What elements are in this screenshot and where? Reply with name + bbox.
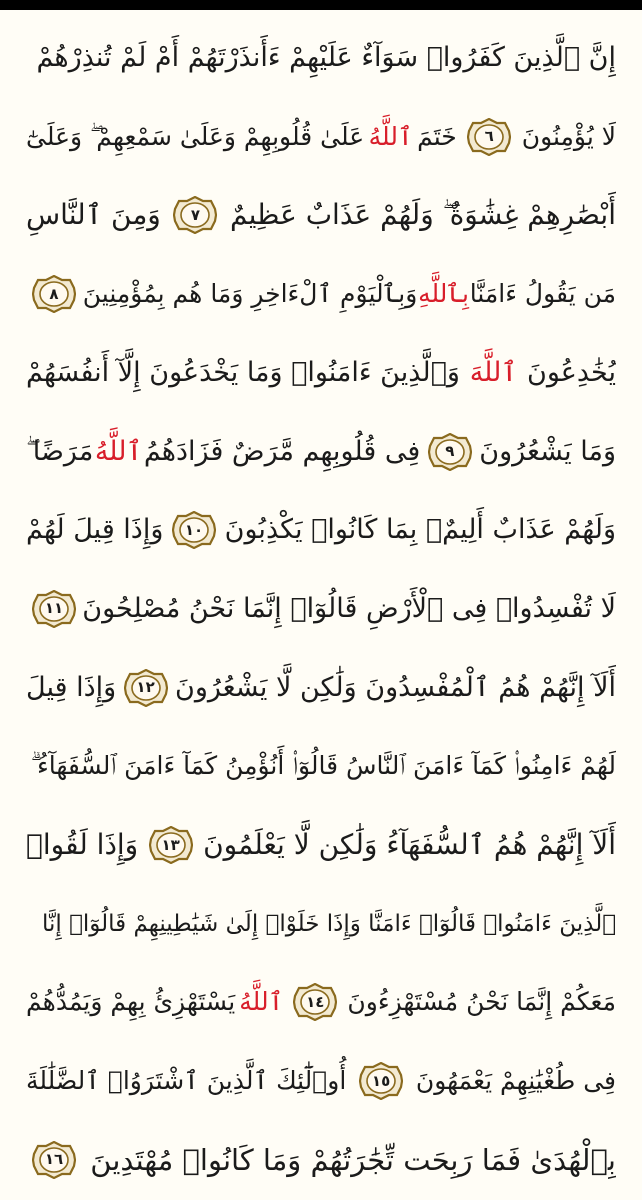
- ayah-end-marker: [359, 1062, 403, 1100]
- divine-name-text: ٱللَّهُ: [94, 435, 143, 467]
- verse-line: [26, 1047, 616, 1115]
- ayah-end-marker: [32, 275, 76, 313]
- ayah-end-marker: [149, 826, 193, 864]
- ayah-number: ١٢: [136, 678, 155, 697]
- verse-text: وَإِذَا قِيلَ لَهُمْ: [26, 514, 164, 546]
- verse-text: وَٱلَّذِينَ ءَامَنُوا۟ وَمَا يَخْدَعُونَ إِلَّآ أَنفُسَهُمْ: [26, 356, 460, 388]
- verse-text: ٱلَّذِينَ ءَامَنُوا۟ قَالُوٓا۟ ءَامَنَّا وَإِذَا خَلَوْا۟ إِلَىٰ شَيَٰطِينِهِمْ قَالُوٓا۟ إِنَّا: [41, 910, 616, 937]
- ayah-number: ٧: [190, 205, 201, 224]
- divine-name-text: ٱللَّهُ: [239, 987, 284, 1017]
- mushaf-page: [0, 10, 642, 1200]
- verse-line: [26, 732, 616, 800]
- ayah-end-marker: [32, 590, 76, 628]
- divine-name-text: بِٱللَّهِ: [418, 279, 469, 309]
- verse-text: وَإِذَا لَقُوا۟: [26, 828, 139, 862]
- ayah-number: ١٤: [306, 992, 325, 1011]
- verse-lines: [26, 24, 616, 1194]
- ayah-number: ١٣: [161, 835, 180, 854]
- verse-line: [26, 1126, 616, 1194]
- ayah-end-marker: [124, 669, 168, 707]
- ayah-number: ١١: [44, 599, 64, 618]
- ayah-number: ١٠: [184, 520, 204, 539]
- verse-text: لَهُمْ ءَامِنُوا۟ كَمَآ ءَامَنَ ٱلنَّاسُ قَالُوٓا۟ أَنُؤْمِنُ كَمَآ ءَامَنَ ٱلسُّفَهَآءُ ۗ: [30, 751, 616, 781]
- ayah-end-marker: [32, 1141, 76, 1179]
- verse-text: أَلَآ إِنَّهُمْ هُمُ ٱلسُّفَهَآءُ وَلَٰكِن لَّا يَعْلَمُونَ: [203, 828, 616, 862]
- ayah-end-marker: [293, 983, 337, 1021]
- verse-text: فِى قُلُوبِهِم مَّرَضٌ فَزَادَهُمُ: [143, 435, 421, 467]
- ayah-end-marker: [173, 196, 217, 234]
- verse-line: [26, 890, 616, 958]
- ayah-number: ١٦: [44, 1150, 64, 1169]
- verse-text: مَرَضًا ۖ: [26, 435, 94, 467]
- ayah-number: ٨: [49, 284, 59, 303]
- verse-line: [26, 260, 616, 328]
- verse-text: وَإِذَا قِيلَ: [26, 671, 117, 703]
- verse-text: وَمَا يَشْعُرُونَ: [479, 435, 616, 467]
- verse-line: [26, 496, 616, 564]
- verse-text: لَا تُفْسِدُوا۟ فِى ٱلْأَرْضِ قَالُوٓا۟ إِنَّمَا نَحْنُ مُصْلِحُونَ: [82, 592, 616, 624]
- verse-text: وَلَهُمْ عَذَابٌ أَلِيمٌۢ بِمَا كَانُوا۟ يَكْذِبُونَ: [224, 514, 616, 546]
- verse-line: [26, 811, 616, 879]
- ayah-number: ٦: [484, 127, 494, 146]
- divine-name-text: ٱللَّهُ: [368, 121, 413, 151]
- verse-text: عَلَىٰ قُلُوبِهِمْ وَعَلَىٰ سَمْعِهِمْ ۖ وَعَلَىٰٓ: [26, 121, 365, 151]
- ayah-end-marker: [467, 118, 511, 156]
- verse-line: [26, 575, 616, 643]
- verse-line: [26, 654, 616, 722]
- verse-text: مَعَكُمْ إِنَّمَا نَحْنُ مُسْتَهْزِءُونَ: [347, 987, 616, 1017]
- verse-line: [26, 339, 616, 407]
- verse-text: لَا يُؤْمِنُونَ: [521, 121, 616, 151]
- verse-text: وَمِنَ ٱلنَّاسِ: [26, 198, 161, 232]
- verse-line: [26, 24, 616, 92]
- verse-text: أُو۟لَٰٓئِكَ ٱلَّذِينَ ٱشْتَرَوُا۟ ٱلضَّلَٰلَةَ: [26, 1066, 347, 1096]
- verse-text: يَسْتَهْزِئُ بِهِمْ وَيَمُدُّهُمْ: [26, 987, 236, 1017]
- verse-line: [26, 181, 616, 249]
- ayah-number: ٩: [445, 442, 455, 461]
- verse-line: [26, 968, 616, 1036]
- verse-line: [26, 418, 616, 486]
- verse-text: بِٱلْهُدَىٰ فَمَا رَبِحَت تِّجَٰرَتُهُمْ وَمَا كَانُوا۟ مُهْتَدِينَ: [90, 1142, 616, 1177]
- verse-text: أَبْصَٰرِهِمْ غِشَٰوَةٌ ۖ وَلَهُمْ عَذَابٌ عَظِيمٌ: [230, 198, 616, 232]
- verse-text: فِى طُغْيَٰنِهِمْ يَعْمَهُونَ: [415, 1066, 616, 1096]
- ayah-end-marker: [172, 511, 216, 549]
- ayah-end-marker: [428, 433, 472, 471]
- verse-text: خَتَمَ: [417, 121, 457, 151]
- verse-text: إِنَّ ٱلَّذِينَ كَفَرُوا۟ سَوَآءٌ عَلَيْهِمْ ءَأَنذَرْتَهُمْ أَمْ لَمْ تُنذِرْهُمْ: [36, 42, 616, 73]
- verse-text: أَلَآ إِنَّهُمْ هُمُ ٱلْمُفْسِدُونَ وَلَٰكِن لَّا يَشْعُرُونَ: [175, 671, 616, 703]
- verse-text: وَبِٱلْيَوْمِ ٱلْءَاخِرِ وَمَا هُم بِمُؤْمِنِينَ: [82, 279, 418, 309]
- verse-text: مَن يَقُولُ ءَامَنَّا: [469, 279, 616, 309]
- status-bar: [0, 0, 642, 10]
- verse-text: يُخَٰدِعُونَ: [526, 356, 616, 388]
- divine-name-text: ٱللَّهَ: [469, 356, 518, 388]
- verse-line: [26, 103, 616, 171]
- ayah-number: ١٥: [371, 1071, 391, 1090]
